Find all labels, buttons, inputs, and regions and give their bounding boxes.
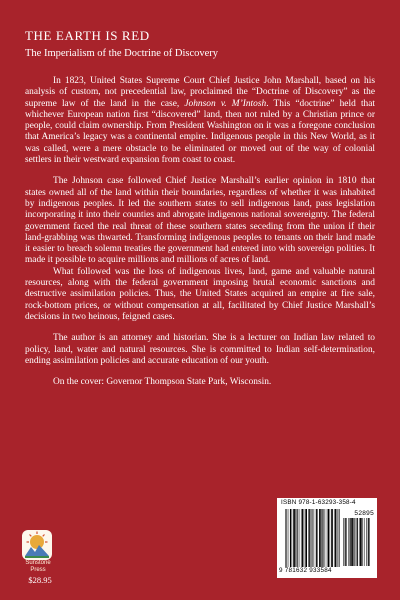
book-title: THE EARTH IS RED [25,28,150,43]
case-name: Johnson v. M’Intosh [184,98,267,109]
paragraph-cover-note: On the cover: Governor Thompson State Park, Wisconsin. [53,377,272,388]
book-price: $28.95 [28,575,52,585]
isbn-barcode [277,498,377,578]
paragraph-author: The author is an attorney and historian. She is a lecturer on Indian law related to policy, land, water and natural resources. She is committed to Indian self-determination, ending assimilation policies and accurate education of our youth. [25,333,375,366]
publisher-name-line2: Press [30,567,46,573]
paragraph-doctrine [25,76,375,166]
publisher-name [18,560,58,574]
book-subtitle: The Imperialism of the Doctrine of Discovery [25,48,219,59]
barcode-price-code: 52895 [354,510,374,517]
paragraph-doctrine-start: In 1823, United States Supreme Court Chief Justice John Marshall, based on his analysis of custom, not precedential law, proclaimed the “Doctrine of Discovery” as the supreme law of the land in the case, [25,76,375,109]
barcode-bars [285,509,341,567]
isbn-number: ISBN 978-1-63293-358-4 [281,499,356,506]
paragraph-doctrine-end: . This “doctrine” held that whichever European nation first “discovered” land, then not ruled by a Christian prince or people, could claim ownership. From President Washington on it was a foregone conclusion that America’s legacy was a continental empire. Indigenous people in this New World, as it was called, were a mere obstacle to be eliminated or moved out of the way of colonial settlers in their westward expansion from coast to coast. [25,98,375,166]
paragraph-johnson-case: The Johnson case followed Chief Justice Marshall’s earlier opinion in 1810 that states owned all of the land within their boundaries, regardless of whether it was inhabited by indigenous peoples. It led the southern states to sell indigenous land, pass legislation incorporating it into their counties and abrogate indigenous national sovereignty. The federal government faced the real threat of these southern states seceding from the union if their land-grabbing was thwarted. Transforming indigenous peoples to tenants on their land made it easier to breach solemn treaties the government had entered into with sovereign polities. It made it possible to acquire millions and millions of acres of land. [25,176,375,266]
sunstone-logo-icon [22,530,52,560]
paragraph-consequences: What followed was the loss of indigenous lives, land, game and valuable natural resources, along with the federal government imposing brutal economic sanctions and destructive assimilation policies. Thus, the United States acquired an empire at fire sale, rock-bottom prices, or without compensation at all, facilitated by Chief Justice Marshall’s decisions in two heinous, feigned cases. [25,266,375,322]
publisher-name-line1: Sunstone [25,560,51,566]
cover-description [25,76,375,398]
barcode-addon-bars [343,518,371,566]
barcode-digits: 9 781632 933584 [279,567,332,574]
